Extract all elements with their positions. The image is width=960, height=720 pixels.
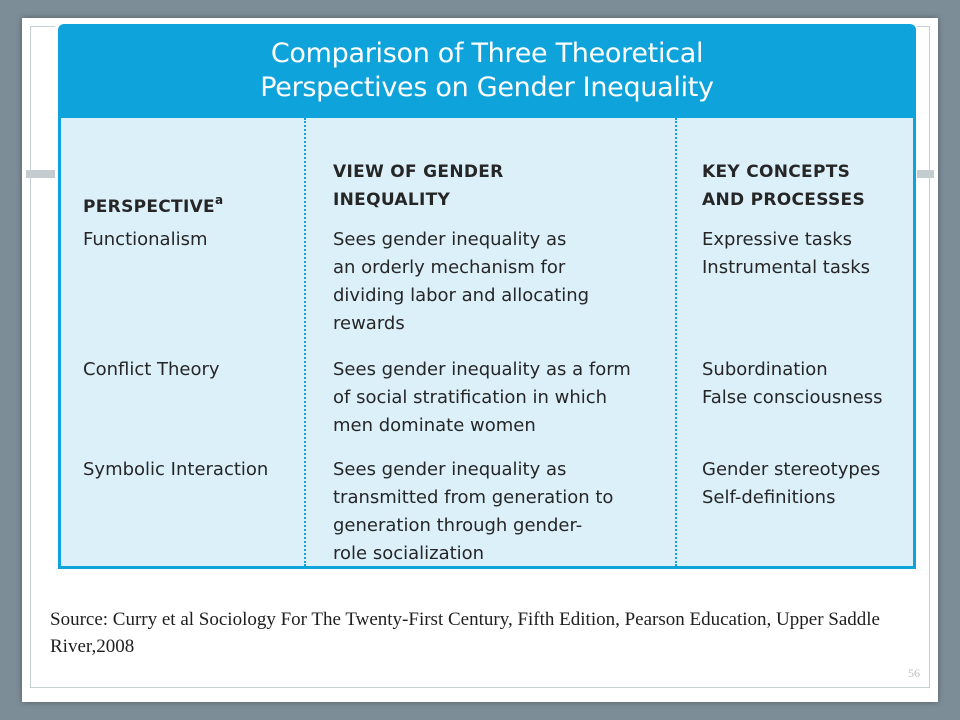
column-divider [675,118,677,566]
source-citation: Source: Curry et al Sociology For The Twenty-First Century, Fifth Edition, Pearson Education, Upper Saddle River,2008 [50,609,880,657]
header-concepts: KEY CONCEPTS AND PROCESSES [702,162,865,210]
row-symbolic-concepts: Gender stereotypes Self-definitions [702,459,881,508]
column-divider [304,118,306,566]
header-perspective [83,186,298,221]
page-number: 56 [908,666,920,680]
comparison-table [55,24,917,570]
row-symbolic-perspective: Symbolic Interaction [83,459,269,480]
row-conflict-perspective: Conflict Theory [83,359,220,380]
table-title-line-2: Perspectives on Gender Inequality [260,72,714,103]
row-functionalism-view: Sees gender inequality as an orderly mechanism for dividing labor and allocating rewards [333,229,590,334]
row-functionalism-perspective: Functionalism [83,229,208,250]
header-perspective-label: PERSPECTIVE [83,197,215,217]
table-body [58,118,916,569]
table-title-bar [58,24,916,118]
row-functionalism-concepts: Expressive tasks Instrumental tasks [702,229,871,278]
table-title-line-1: Comparison of Three Theoretical [270,38,704,69]
row-symbolic-view: Sees gender inequality as transmitted from generation to generation through gender- role socialization [333,459,614,564]
header-footnote-marker: a [214,193,224,207]
row-conflict-view: Sees gender inequality as a form of social stratification in which men dominate women [333,359,631,436]
header-view: VIEW OF GENDER INEQUALITY [333,162,504,210]
slide [22,18,938,702]
row-conflict-concepts: Subordination False consciousness [702,359,883,408]
